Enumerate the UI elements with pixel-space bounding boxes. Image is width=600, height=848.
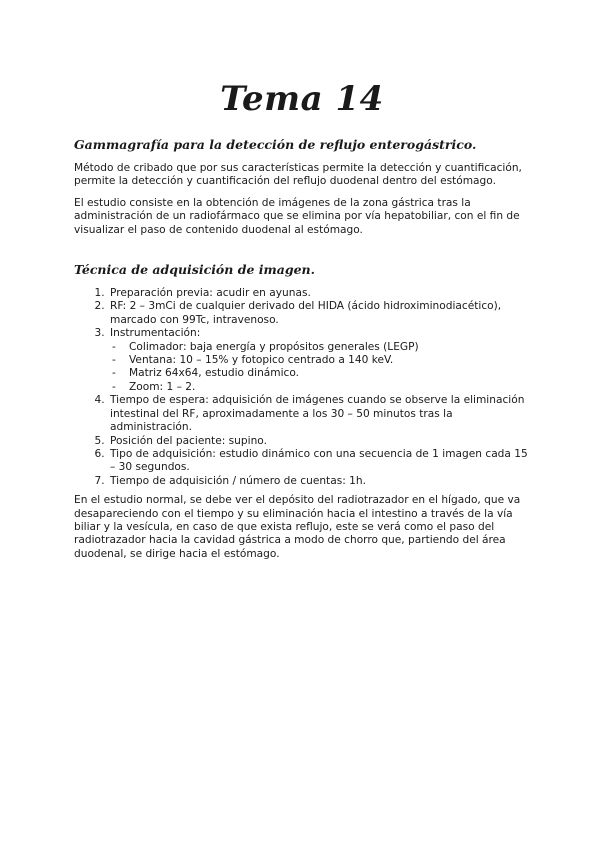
step-text: Preparación previa: acudir en ayunas. <box>110 287 311 300</box>
section-heading-tecnica: Técnica de adquisición de imagen. <box>74 262 315 278</box>
instrumentation-item <box>112 354 530 367</box>
step-preparacion <box>108 287 530 300</box>
step-text: Tiempo de adquisición / número de cuentas: 1h. <box>110 474 366 487</box>
step-tiempo-espera <box>108 394 530 434</box>
instrumentation-item <box>112 381 530 394</box>
acquisition-steps-list <box>74 287 530 488</box>
dash-bullet: - <box>112 380 116 393</box>
section-heading-gammagrafia: Gammagrafía para la detección de reflujo enterogástrico. <box>74 137 477 152</box>
instrumentation-item <box>112 367 530 380</box>
step-text: Tipo de adquisición: estudio dinámico con una secuencia de 1 imagen cada 15 – 30 segundos. <box>110 447 528 474</box>
paragraph-estudio: El estudio consiste en la obtención de imágenes de la zona gástrica tras la administración de un radiofármaco que se elimina por vía hepatobiliar, con el fin de visualizar el paso de contenido duodenal al estómago. <box>74 196 520 236</box>
step-text: RF: 2 – 3mCi de cualquier derivado del HIDA (ácido hidroximinodiacético), marcado con 99Tc, intravenoso. <box>110 300 502 326</box>
step-radiofarmaco <box>108 300 530 327</box>
paragraph-cribado: Método de cribado que por sus características permite la detección y cuantificación, permite la detección y cuantificación del reflujo duodenal dentro del estómago. <box>74 162 522 188</box>
step-text: Tiempo de espera: adquisición de imágenes cuando se observe la eliminación intestinal del RF, aproximadamente a los 30 – 50 minutos tras la administración. <box>110 394 525 434</box>
step-text: Posición del paciente: supino. <box>110 434 267 447</box>
instrumentation-list <box>110 341 530 395</box>
instrumentation-text: Ventana: 10 – 15% y fotopico centrado a 140 keV. <box>129 354 394 367</box>
document-page <box>74 70 530 569</box>
instrumentation-text: Matriz 64x64, estudio dinámico. <box>129 367 300 380</box>
page-title: Tema 14 <box>220 79 384 119</box>
paragraph-estudio-normal: En el estudio normal, se debe ver el depósito del radiotrazador en el hígado, que va desapareciendo con el tiempo y su eliminación hacia el intestino a través de la vía biliar y la vesícula, en caso de que exista reflujo, este se verá como el paso del radiotrazador hacia la cavidad gástrica a modo de chorro que, partiendo del área duodenal, se dirige hacia el estómago. <box>74 494 521 560</box>
dash-bullet: - <box>112 367 116 380</box>
instrumentation-text: Zoom: 1 – 2. <box>129 380 196 393</box>
step-tipo-adquisicion <box>108 448 530 475</box>
instrumentation-item <box>112 341 530 354</box>
step-posicion <box>108 435 530 448</box>
dash-bullet: - <box>112 340 116 353</box>
step-text: Instrumentación: <box>110 327 201 340</box>
dash-bullet: - <box>112 354 116 367</box>
step-instrumentacion <box>108 327 530 394</box>
instrumentation-text: Colimador: baja energía y propósitos generales (LEGP) <box>129 340 419 353</box>
step-tiempo-adquisicion <box>108 475 530 488</box>
